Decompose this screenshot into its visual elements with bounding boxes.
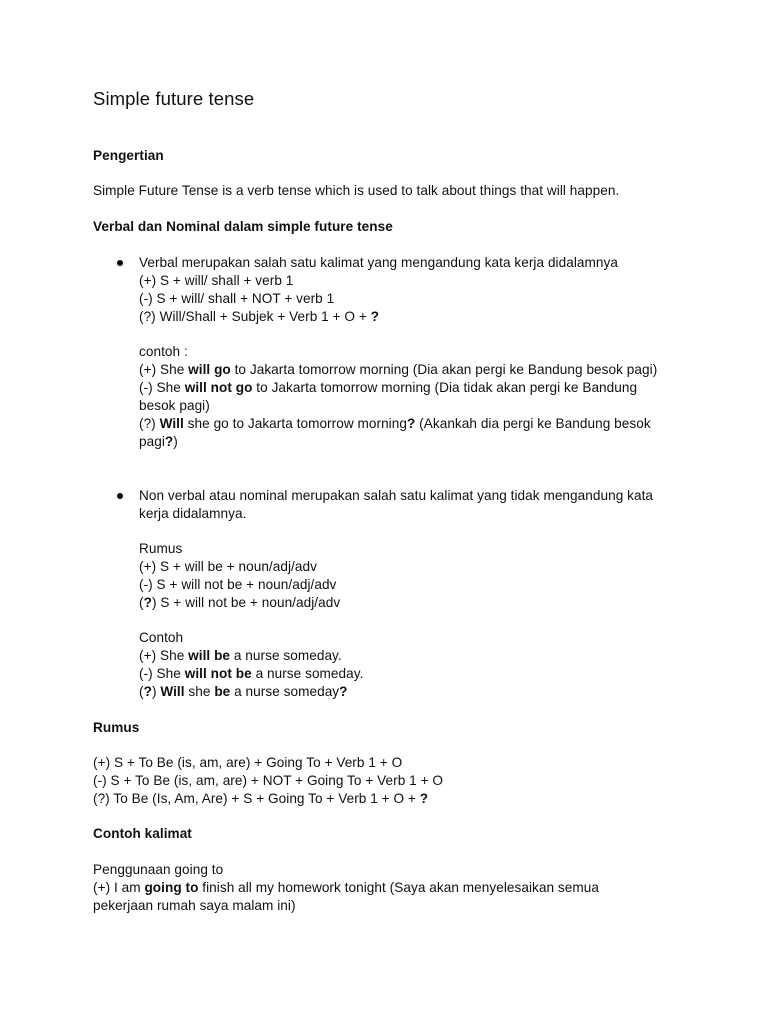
going-to-subheading: Penggunaan going to xyxy=(93,862,224,877)
nominal-formula-question: (?) S + will not be + noun/adj/adv xyxy=(139,595,341,610)
contoh-kalimat-heading: Contoh kalimat xyxy=(93,826,192,841)
verbal-example-positive: (+) She will go to Jakarta tomorrow morning (Dia akan pergi ke Bandung besok pagi) xyxy=(139,362,658,377)
nominal-formula-positive: (+) S + will be + noun/adj/adv xyxy=(139,559,317,574)
going-to-example-cont: pekerjaan rumah saya malam ini) xyxy=(93,898,296,913)
going-to-example: (+) I am going to finish all my homework tonight (Saya akan menyelesaikan semua xyxy=(93,880,599,895)
verbal-formula-positive: (+) S + will/ shall + verb 1 xyxy=(139,273,294,288)
pengertian-text: Simple Future Tense is a verb tense which is used to talk about things that will happen. xyxy=(93,183,620,198)
verbal-example-negative: (-) She will not go to Jakarta tomorrow morning (Dia tidak akan pergi ke Bandung xyxy=(139,380,638,395)
nominal-example-negative: (-) She will not be a nurse someday. xyxy=(139,666,364,681)
verbal-nominal-heading: Verbal dan Nominal dalam simple future tense xyxy=(93,219,393,234)
verbal-formula-question: (?) Will/Shall + Subjek + Verb 1 + O + ? xyxy=(139,309,380,324)
pengertian-heading: Pengertian xyxy=(93,148,164,163)
verbal-example-question-cont: pagi?) xyxy=(139,434,178,449)
rumus-formula-question: (?) To Be (Is, Am, Are) + S + Going To + Verb 1 + O + ? xyxy=(93,791,429,806)
page-title: Simple future tense xyxy=(93,88,255,109)
nominal-formula-label: Rumus xyxy=(139,541,183,556)
nominal-description-cont: kerja didalamnya. xyxy=(139,506,247,521)
nominal-formula-negative: (-) S + will not be + noun/adj/adv xyxy=(139,577,337,592)
bullet-point xyxy=(117,260,123,266)
verbal-example-question: (?) Will she go to Jakarta tomorrow morning? (Akankah dia pergi ke Bandung besok xyxy=(139,416,651,431)
verbal-formula-negative: (-) S + will/ shall + NOT + verb 1 xyxy=(139,291,335,306)
bullet-point xyxy=(117,493,123,499)
verbal-example-negative-cont: besok pagi) xyxy=(139,398,210,413)
verbal-example-label: contoh : xyxy=(139,344,188,359)
nominal-description: Non verbal atau nominal merupakan salah satu kalimat yang tidak mengandung kata xyxy=(139,488,654,503)
nominal-example-question: (?) Will she be a nurse someday? xyxy=(139,684,348,699)
verbal-description: Verbal merupakan salah satu kalimat yang mengandung kata kerja didalamnya xyxy=(139,255,618,270)
rumus-formula-negative: (-) S + To Be (is, am, are) + NOT + Going To + Verb 1 + O xyxy=(93,773,444,788)
nominal-example-label: Contoh xyxy=(139,630,184,645)
rumus-heading: Rumus xyxy=(93,720,140,735)
nominal-example-positive: (+) She will be a nurse someday. xyxy=(139,648,342,663)
rumus-formula-positive: (+) S + To Be (is, am, are) + Going To + Verb 1 + O xyxy=(93,755,403,770)
